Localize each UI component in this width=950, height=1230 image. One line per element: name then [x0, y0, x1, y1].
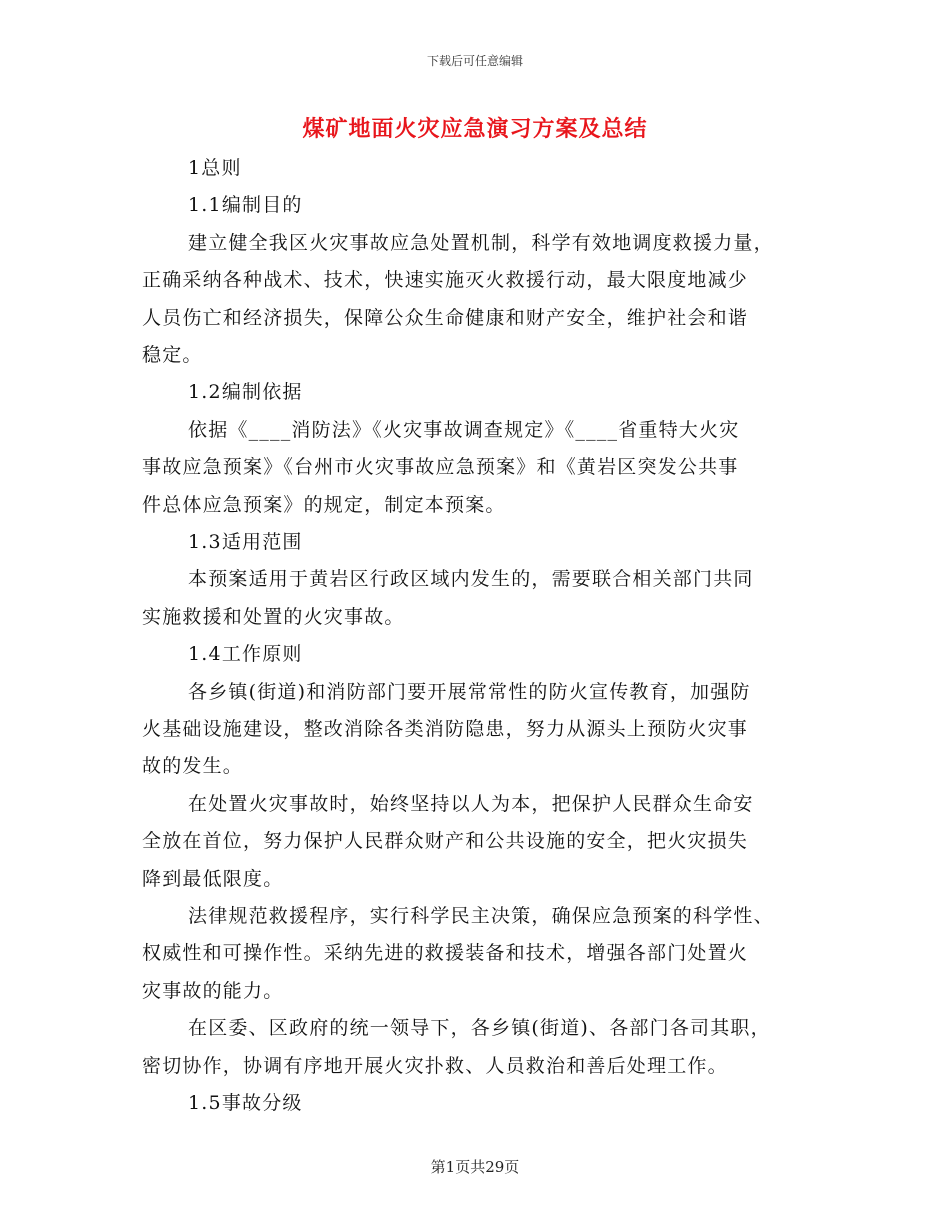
text-line: 1.2编制依据 — [188, 381, 303, 404]
text-line: 在区委、区政府的统一领导下，各乡镇(街道)、各部门各司其职， — [188, 1017, 771, 1040]
text-line: 稳定。 — [142, 344, 203, 366]
text-line: 权威性和可操作性。采纳先进的救援装备和技术，增强各部门处置火 — [142, 942, 749, 965]
text-line: 1.1编制目的 — [188, 194, 303, 217]
page-header-note: 下载后可任意编辑 — [426, 54, 523, 68]
page-footer: 第1页共29页 — [430, 1158, 520, 1176]
text-line: 建立健全我区火灾事故应急处置机制，科学有效地调度救援力量， — [188, 231, 774, 254]
text-line: 降到最低限度。 — [142, 867, 284, 890]
text-line: 在处置火灾事故时，始终坚持以人为本，把保护人民群众生命安 — [188, 792, 754, 815]
text-line: 各乡镇(街道)和消防部门要开展常常性的防火宣传教育，加强防 — [188, 680, 751, 703]
text-line: 1.4工作原则 — [188, 643, 303, 666]
document-title: 煤矿地面火灾应急演习方案及总结 — [302, 116, 648, 142]
text-line: 全放在首位，努力保护人民群众财产和公共设施的安全，把火灾损失 — [142, 830, 749, 853]
text-line: 正确采纳各种战术、技术，快速实施灭火救援行动，最大限度地减少 — [142, 269, 749, 292]
text-line: 件总体应急预案》的规定，制定本预案。 — [142, 493, 506, 516]
text-line: 密切协作，协调有序地开展火灾扑救、人员救治和善后处理工作。 — [142, 1054, 728, 1077]
text-line: 灾事故的能力。 — [142, 979, 284, 1002]
text-line: 依据《____消防法》《火灾事故调查规定》《____省重特大火灾 — [188, 418, 740, 441]
text-line: 事故应急预案》《台州市火灾事故应急预案》和《黄岩区突发公共事 — [142, 456, 739, 479]
text-line: 1总则 — [188, 157, 242, 179]
text-line: 1.3适用范围 — [188, 531, 303, 553]
text-line: 法律规范救援程序，实行科学民主决策，确保应急预案的科学性、 — [188, 905, 774, 927]
text-line: 火基础设施建设，整改消除各类消防隐患，努力从源头上预防火灾事 — [142, 718, 749, 740]
text-line: 1.5事故分级 — [188, 1092, 303, 1114]
text-line: 人员伤亡和经济损失，保障公众生命健康和财产安全，维护社会和谐 — [142, 306, 749, 329]
text-line: 故的发生。 — [142, 755, 244, 778]
text-line: 本预案适用于黄岩区行政区域内发生的，需要联合相关部门共同 — [188, 568, 754, 591]
text-line: 实施救援和处置的火灾事故。 — [142, 605, 405, 628]
